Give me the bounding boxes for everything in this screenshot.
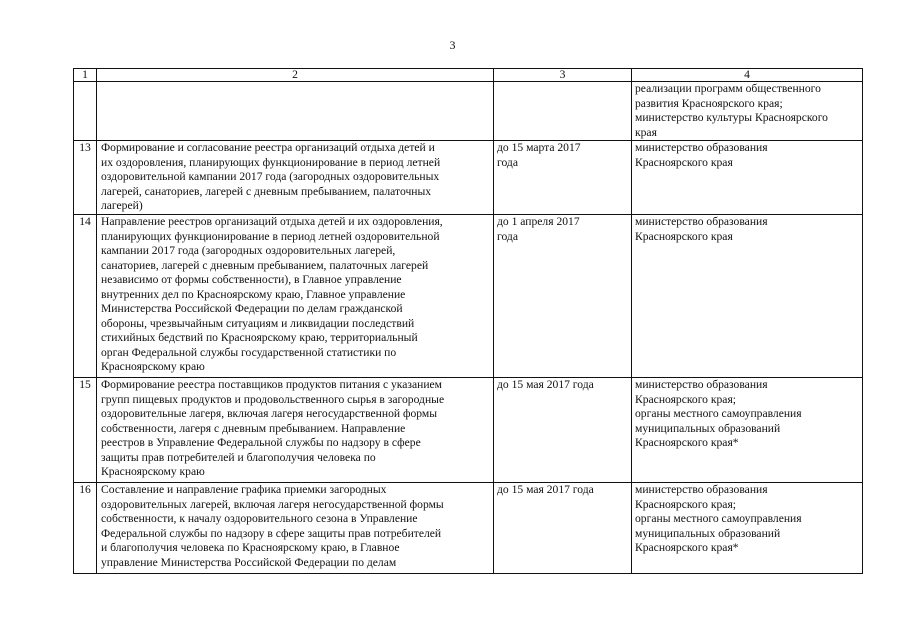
measure-text: Формирование реестра поставщиков продуктов питания с указанием групп пищевых продуктов и продовольственного сырья в загородные оздоровительные лагеря, включая лагеря негосударственной формы собственности, лагеря с дневным пребыванием. Направление реестров в Управление Федеральной службы по надзору в сфере защиты прав потребителей и благополучия человека по Красноярскому краю <box>97 378 494 483</box>
measure-text: Составление и направление графика приемки загородных оздоровительных лагерей, включая лагеря негосударственной формы собственности, к началу оздоровительного сезона в Управление Федеральной службы по надзору в сфере защиты прав потребителей и благополучия человека по Красноярскому краю, в Главное управление Министерства Российской Федерации по делам <box>97 483 494 574</box>
header-cell-4: 4 <box>632 69 863 82</box>
row-number: 16 <box>74 483 97 574</box>
responsible-text: реализации программ общественного развития Красноярского края; министерство культуры Красноярского края <box>632 82 863 141</box>
table-row <box>74 215 863 378</box>
responsible-text: министерство образования Красноярского края <box>632 141 863 215</box>
measure-text: Формирование и согласование реестра организаций отдыха детей и их оздоровления, планирующих функционирование в период летней оздоровительной кампании 2017 года (загородных оздоровительных лагерей, санаториев, лагерей с дневным пребыванием, палаточных лагерей) <box>97 141 494 215</box>
responsible-text: министерство образования Красноярского края; органы местного самоуправления муниципальных образований Красноярского края* <box>632 483 863 574</box>
deadline-text: до 1 апреля 2017 года <box>494 215 632 378</box>
row-number <box>74 82 97 141</box>
header-cell-1: 1 <box>74 69 97 82</box>
row-number: 14 <box>74 215 97 378</box>
deadline-text: до 15 мая 2017 года <box>494 378 632 483</box>
responsible-text: министерство образования Красноярского края; органы местного самоуправления муниципальных образований Красноярского края* <box>632 378 863 483</box>
header-cell-3: 3 <box>494 69 632 82</box>
table-row <box>74 82 863 141</box>
measure-text <box>97 82 494 141</box>
table-row <box>74 378 863 483</box>
table-row <box>74 141 863 215</box>
measure-text: Направление реестров организаций отдыха детей и их оздоровления, планирующих функционирование в период летней оздоровительной кампании 2017 года (загородных оздоровительных лагерей, санаториев, лагерей с дневным пребыванием, палаточных лагерей независимо от формы собственности), в Главное управление внутренних дел по Красноярскому краю, Главное управление Министерства Российской Федерации по делам гражданской обороны, чрезвычайным ситуациям и ликвидации последствий стихийных бедствий по Красноярскому краю, территориальный орган Федеральной службы государственной статистики по Красноярскому краю <box>97 215 494 378</box>
table-header-row <box>74 69 863 82</box>
deadline-text: до 15 марта 2017 года <box>494 141 632 215</box>
header-cell-2: 2 <box>97 69 494 82</box>
row-number: 13 <box>74 141 97 215</box>
measures-table <box>73 68 863 574</box>
table-row <box>74 483 863 574</box>
responsible-text: министерство образования Красноярского края <box>632 215 863 378</box>
deadline-text <box>494 82 632 141</box>
page-number: 3 <box>449 38 456 52</box>
deadline-text: до 15 мая 2017 года <box>494 483 632 574</box>
row-number: 15 <box>74 378 97 483</box>
